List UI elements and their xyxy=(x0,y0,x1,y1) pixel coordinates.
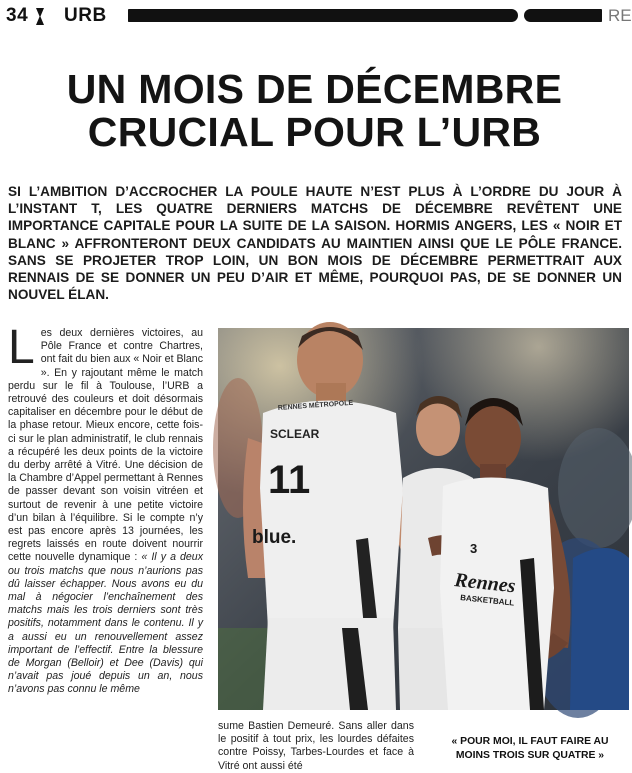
article-photo xyxy=(218,328,629,710)
jersey-text-rennes: Rennes xyxy=(453,569,517,598)
header-rule-end xyxy=(524,9,602,22)
section-name: URB xyxy=(64,5,107,26)
article-lead: SI L’AMBITION D’ACCROCHER LA POULE HAUTE N’EST PLUS À L’ORDRE DU JOUR À L’INSTANT T, LES QUATRE DERNIERS MATCHS DE DÉCEMBRE REVÊTENT UNE IMPORTANCE CAPITALE POUR LA SUITE DE LA SAISON. HORMIS ANGERS, LES « NOIR ET BLANC » AFFRONTERONT DEUX CANDIDATS AU MAINTIEN AINSI QUE LE PÔLE FRANCE. SANS SE PROJETER TROP LOIN, UN BON MOIS DE DÉCEMBRE PERMETTRAIT AUX RENNAIS DE SE DONNER UN PEU D’AIR ET MÊME, POURQUOI PAS, DE SE DONNER UN NOUVEL ÉLAN. xyxy=(8,184,622,303)
page-number: 34 xyxy=(6,5,29,26)
jersey-number-11: 11 xyxy=(268,458,311,502)
jersey-sponsor-blue: blue. xyxy=(252,527,297,548)
article-body-column-1 xyxy=(8,321,203,697)
article-title xyxy=(20,68,609,154)
page-header xyxy=(0,0,632,30)
jersey-sponsor-top: RENNES MÉTROPOLE xyxy=(277,399,354,412)
next-section-label: RE xyxy=(608,6,632,25)
body-text-part-1: es deux dernières victoires, au Pôle France et contre Chartres, ont fait du bien aux « Noir et Blanc ». En y rajoutant même le match perdu sur le fil à Toulouse, l’URB a retrouvé des couleurs et doit désormais capitaliser en décembre pour le début de la phase retour. Mieux encore, cette fois-ci sur le plan administratif, le club rennais a récupéré les deux points de la victoire du derby arrêté à Vitré. Une décision de la Chambre d’Appel permettant à Rennes de passer devant son voisin vitréen et surtout de revenir à une petite victoire d’un bilan à l’équilibre. Si le compte n’y est pas encore après 13 journées, les regrets laissés en route doivent nourrir cette nouvelle dynamique : xyxy=(8,327,203,564)
pull-quote: « POUR MOI, IL FAUT FAIRE AU MOINS TROIS SUR QUATRE » xyxy=(451,736,609,761)
article-title-line-2: CRUCIAL POUR L’URB xyxy=(87,109,542,155)
article-title-line-1: UN MOIS DE DÉCEMBRE xyxy=(66,66,563,112)
article-body-column-2: sume Bastien Demeuré. Sans aller dans le positif à tout prix, les lourdes défaites contre Poissy, Tarbes-Lourdes et face à Vitré ont aussi été xyxy=(218,720,414,772)
player-opponent-figure xyxy=(570,548,629,710)
drop-cap: L xyxy=(8,321,35,374)
body-quote-italic: « Il y a deux ou trois matchs que nous n’aurions pas dû laisser échapper. Nous avons eu du mal à négocier l’enchaînement des matchs mais les trois derniers sont très positifs, notamment dans le contenu. Il y a aussi eu un renouvellement assez important de l’effectif. Entre la blessure de Morgan (Belloir) et Dee (Davis) qui n’avait pas joué depuis un an, nous n’avons pas connu le même xyxy=(8,551,203,696)
jersey-name-sclear: SCLEAR xyxy=(270,427,320,441)
jersey-text-basketball: BASKETBALL xyxy=(459,593,515,608)
header-rule-main xyxy=(128,9,518,22)
header-divider-mark xyxy=(36,8,44,25)
jersey-number-3: 3 xyxy=(470,541,478,556)
